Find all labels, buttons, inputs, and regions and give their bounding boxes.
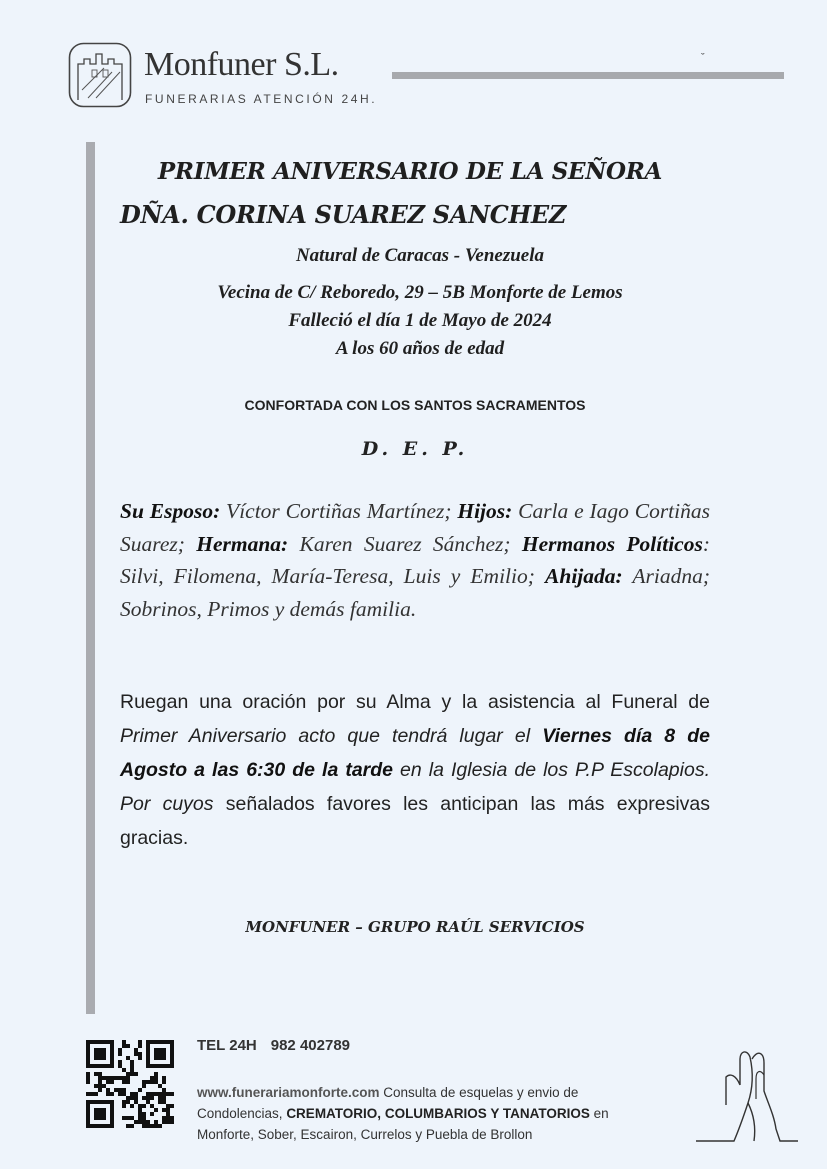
qr-code-icon <box>86 1040 174 1128</box>
sacraments-line: CONFORTADA CON LOS SANTOS SACRAMENTOS <box>244 397 586 413</box>
phone-number: 982 402789 <box>270 1037 350 1054</box>
company-tagline: FUNERARIAS ATENCIÓN 24H. <box>145 92 378 106</box>
contact-info <box>197 1082 667 1145</box>
service-text-5: señalados favores les anticipan las más expresivas gracias. <box>120 793 710 849</box>
service-text-1: Ruegan una oración por su Alma y la asistencia al Funeral de <box>120 691 710 713</box>
deceased-name: DÑA. CORINA SUAREZ SANCHEZ <box>120 200 567 229</box>
castle-tower-icon <box>68 42 132 108</box>
children-label: Hijos: <box>457 499 513 523</box>
service-text-4: en la Iglesia de los P.P Escolapios. Por cuyos <box>120 759 711 815</box>
in-laws-names: : Silvi, Filomena, María-Teresa, Luis y Emilio; <box>120 531 711 588</box>
contact-text-2: en Monforte, Sober, Escairon, Currelos y Puebla de Brollon <box>197 1106 609 1142</box>
notice-title: PRIMER ANIVERSARIO DE LA SEÑORA <box>157 158 663 185</box>
header-divider <box>392 72 784 79</box>
goddaughter-name: Ariadna; Sobrinos, Primos y demás familia. <box>120 564 711 621</box>
children-names: Carla e Iago Cortiñas Suarez; <box>120 499 710 556</box>
services-list: CREMATORIO, COLUMBARIOS Y TANATORIOS <box>286 1106 590 1121</box>
address-line: Vecina de C/ Reboredo, 29 – 5B Monforte de Lemos <box>217 282 623 303</box>
contact-text-1: Consulta de esquelas y envio de Condolencias, <box>197 1085 579 1121</box>
service-datetime: Viernes día 8 de Agosto a las 6:30 de la tarde <box>120 725 711 781</box>
age-line: A los 60 años de edad <box>335 338 505 359</box>
side-divider <box>86 142 95 1014</box>
service-text-2: Primer Aniversario acto que tendrá lugar el <box>120 725 543 747</box>
in-laws-label: Hermanos Políticos <box>521 531 703 556</box>
sister-label: Hermana: <box>196 531 289 556</box>
website-link[interactable]: www.funerariamonforte.com <box>197 1085 380 1100</box>
family-paragraph <box>120 495 710 625</box>
rip-line: D. E. P. <box>361 438 469 460</box>
praying-hands-icon <box>690 1045 800 1149</box>
service-paragraph <box>120 685 710 855</box>
origin-line: Natural de Caracas - Venezuela <box>295 245 545 266</box>
phone-line <box>197 1037 350 1054</box>
death-date-line: Falleció el día 1 de Mayo de 2024 <box>288 310 552 331</box>
company-logo <box>68 42 408 114</box>
spouse-label: Su Esposo: <box>120 499 221 523</box>
scan-mark: ˇ <box>701 52 705 64</box>
sister-name: Karen Suarez Sánchez; <box>288 531 522 556</box>
funeral-home-signature: MONFUNER – GRUPO RAÚL SERVICIOS <box>245 918 585 936</box>
spouse-name: Víctor Cortiñas Martínez; <box>220 499 458 523</box>
company-name: Monfuner S.L. <box>144 46 339 83</box>
phone-label: TEL 24H <box>197 1037 257 1054</box>
goddaughter-label: Ahijada: <box>545 564 623 588</box>
